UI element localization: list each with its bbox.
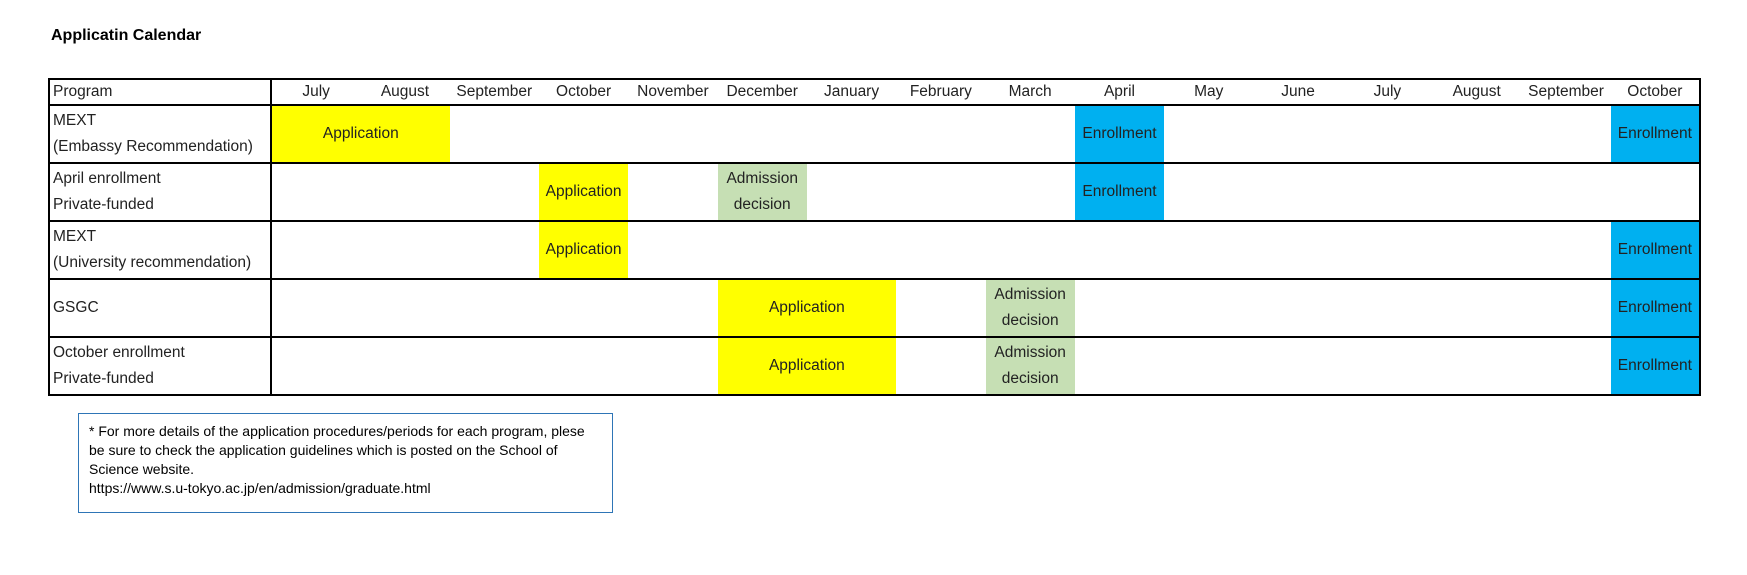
- empty-period-cell: [1164, 163, 1700, 221]
- program-name-line1: April enrollment: [53, 170, 161, 187]
- enrollment-cell: Enrollment: [1611, 279, 1700, 337]
- enrollment-cell: Enrollment: [1075, 105, 1164, 163]
- admission-label-line2: decision: [1001, 312, 1059, 329]
- program-column-header: Program: [49, 79, 271, 105]
- application-period-cell: Application: [539, 163, 628, 221]
- month-header: July: [271, 79, 360, 105]
- month-header: June: [1253, 79, 1342, 105]
- enrollment-cell: Enrollment: [1611, 105, 1700, 163]
- month-header: September: [450, 79, 539, 105]
- empty-period-cell: [1075, 279, 1611, 337]
- page-title: Applicatin Calendar: [51, 27, 202, 44]
- table-row: [49, 279, 1700, 337]
- empty-period-cell: [807, 163, 1075, 221]
- admission-decision-cell: [718, 163, 807, 221]
- empty-period-cell: [271, 221, 539, 279]
- month-header: August: [360, 79, 449, 105]
- program-name-cell: [49, 105, 271, 163]
- admission-decision-cell: [986, 337, 1075, 395]
- application-period-cell: Application: [718, 279, 897, 337]
- admission-label-line2: decision: [1001, 370, 1059, 387]
- table-row: [49, 163, 1700, 221]
- month-header: September: [1521, 79, 1610, 105]
- table-body: [49, 105, 1700, 395]
- note-box: [78, 413, 613, 513]
- month-header: April: [1075, 79, 1164, 105]
- program-name-cell: [49, 221, 271, 279]
- empty-period-cell: [1164, 105, 1611, 163]
- admission-label-line1: Admission: [726, 170, 798, 187]
- month-header: October: [1611, 79, 1700, 105]
- program-name-line2: Private-funded: [53, 370, 154, 387]
- program-name-line1: MEXT: [53, 112, 97, 129]
- program-name-cell: [49, 337, 271, 395]
- month-header: August: [1432, 79, 1521, 105]
- month-header: October: [539, 79, 628, 105]
- program-name-line2: (Embassy Recommendation): [53, 138, 253, 155]
- program-name-line1: MEXT: [53, 228, 97, 245]
- note-url: https://www.s.u-tokyo.ac.jp/en/admission/graduate.html: [89, 480, 431, 496]
- program-name-line1: GSGC: [53, 299, 99, 316]
- enrollment-cell: Enrollment: [1611, 337, 1700, 395]
- empty-period-cell: [271, 279, 718, 337]
- program-name-cell: [49, 279, 271, 337]
- table-row: [49, 221, 1700, 279]
- application-period-cell: Application: [271, 105, 450, 163]
- month-header: December: [718, 79, 807, 105]
- enrollment-cell: Enrollment: [1611, 221, 1700, 279]
- month-header: March: [986, 79, 1075, 105]
- admission-label-line1: Admission: [994, 286, 1066, 303]
- application-period-cell: Application: [718, 337, 897, 395]
- note-text: * For more details of the application procedures/periods for each program, plese be sure to check the application guidelines which is posted on the School of Science website.: [89, 423, 585, 477]
- month-header: July: [1343, 79, 1432, 105]
- empty-period-cell: [896, 337, 985, 395]
- month-header: May: [1164, 79, 1253, 105]
- empty-period-cell: [271, 163, 539, 221]
- empty-period-cell: [628, 163, 717, 221]
- program-name-line2: Private-funded: [53, 196, 154, 213]
- enrollment-cell: Enrollment: [1075, 163, 1164, 221]
- application-calendar-table: [48, 78, 1701, 396]
- month-header: January: [807, 79, 896, 105]
- empty-period-cell: [896, 279, 985, 337]
- admission-label-line2: decision: [733, 196, 791, 213]
- empty-period-cell: [628, 221, 1610, 279]
- empty-period-cell: [450, 105, 1075, 163]
- empty-period-cell: [271, 337, 718, 395]
- program-name-cell: [49, 163, 271, 221]
- table-row: [49, 105, 1700, 163]
- admission-decision-cell: [986, 279, 1075, 337]
- empty-period-cell: [1075, 337, 1611, 395]
- application-period-cell: Application: [539, 221, 628, 279]
- program-name-line1: October enrollment: [53, 344, 185, 361]
- table-header-row: [49, 79, 1700, 105]
- admission-label-line1: Admission: [994, 344, 1066, 361]
- program-name-line2: (University recommendation): [53, 254, 252, 271]
- month-header: February: [896, 79, 985, 105]
- month-header: November: [628, 79, 717, 105]
- table-row: [49, 337, 1700, 395]
